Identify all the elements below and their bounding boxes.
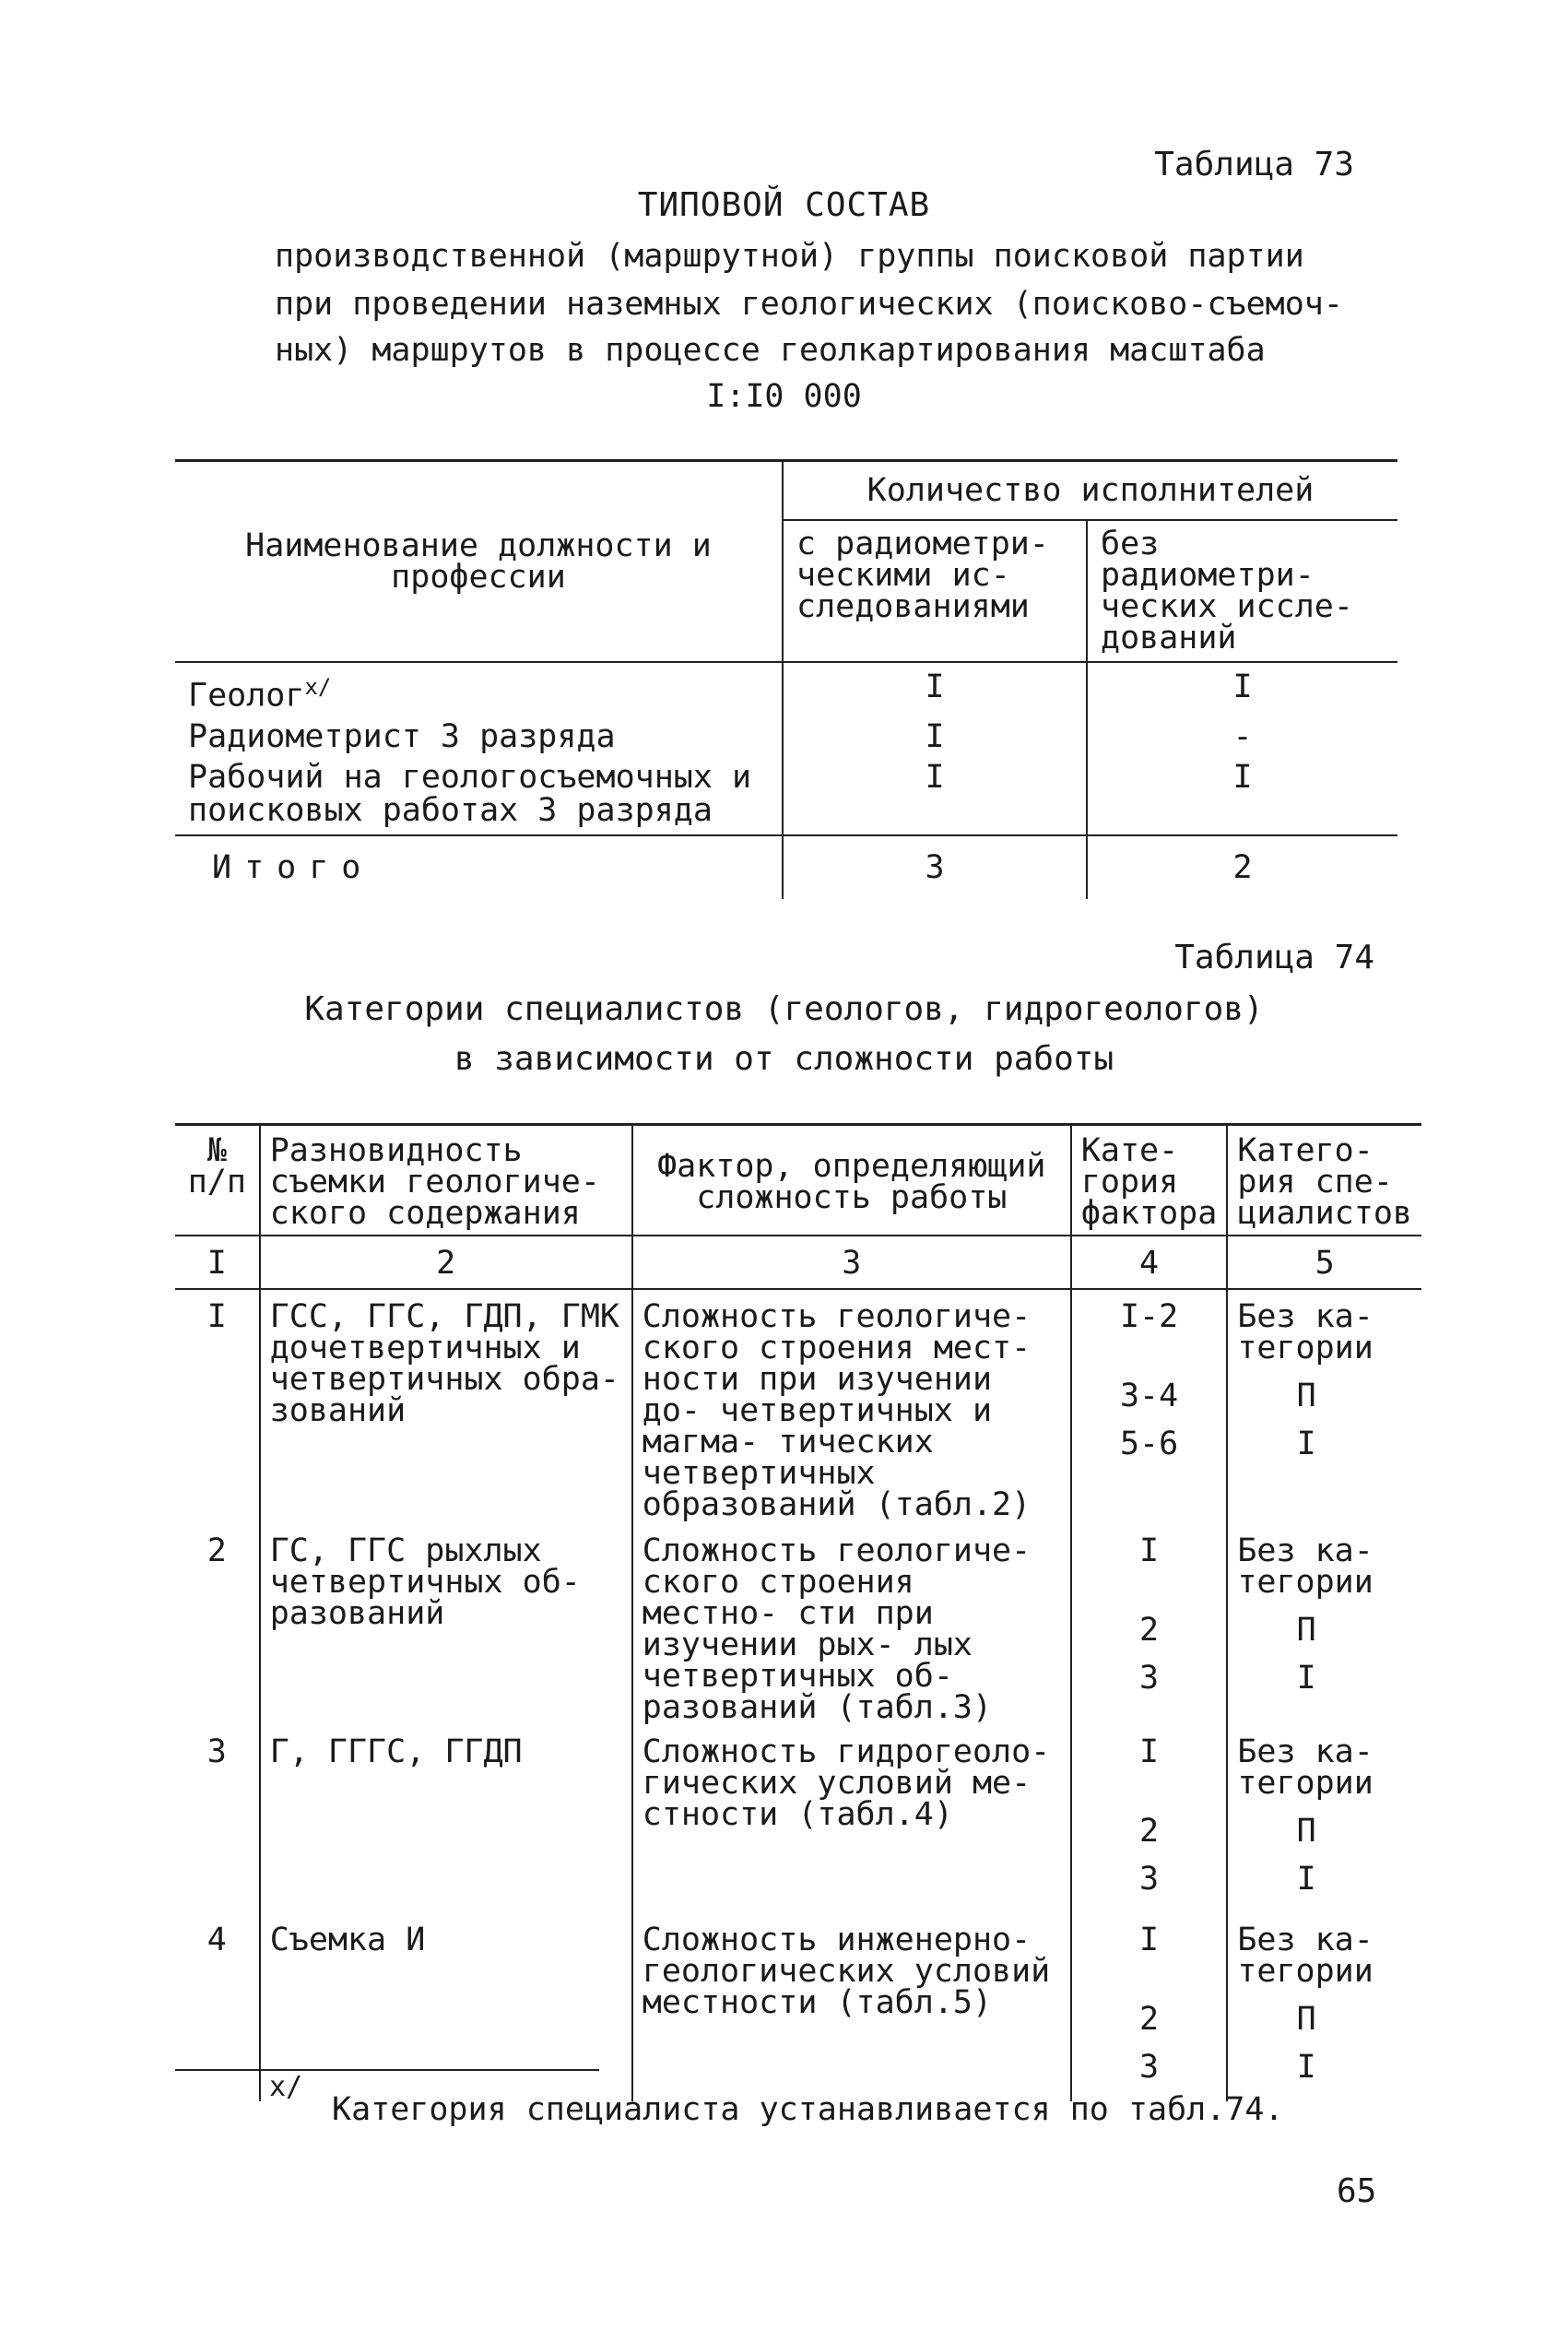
factor-cat: I-2 xyxy=(1119,1298,1179,1335)
table74-colnum-1: I xyxy=(175,1236,260,1289)
table74-row-num: I xyxy=(175,1289,260,1522)
factor-cat: 3 xyxy=(1139,2049,1160,2086)
table73-heading: ТИПОВОЙ СОСТАВ xyxy=(637,186,931,224)
table73-scale: I:I0 000 xyxy=(706,378,862,415)
table74-row-spec-cats xyxy=(1227,1289,1421,1522)
spec-cat: П xyxy=(1296,1612,1316,1649)
footnote-mark: x/ xyxy=(269,2071,303,2103)
table74-row-factor: Сложность гидрогеоло- гических условий ме- стности (табл.4) xyxy=(632,1725,1071,1913)
factor-cat: I xyxy=(1139,1733,1160,1770)
row-name-text: Геолог xyxy=(188,677,305,715)
table74-header-factor: Фактор, определяющий сложность работы xyxy=(632,1125,1071,1236)
table74-header-factor-category: Кате- гория фактора xyxy=(1071,1125,1228,1236)
table73-total-label: Итого xyxy=(175,835,783,899)
table74-row-factor-cats xyxy=(1071,1522,1228,1725)
table74-row-spec-cats xyxy=(1227,1522,1421,1725)
footnote-text: Категория специалиста устанавливается по табл.74. xyxy=(332,2091,1284,2128)
spec-cat: П xyxy=(1296,1378,1316,1414)
table73-row-name: Рабочий на геологосъемочных и поисковых работах 3 разряда xyxy=(175,753,783,835)
table74-colnum-4: 4 xyxy=(1071,1236,1228,1289)
spec-cat: П xyxy=(1296,2001,1316,2038)
footnote-ref-mark: x/ xyxy=(304,674,332,700)
factor-cat: 3 xyxy=(1139,1660,1160,1697)
table73-subtitle-line-2: при проведении наземных геологических (поисково-съемоч- xyxy=(275,286,1343,323)
table73 xyxy=(175,459,1397,899)
table74-row-num: 2 xyxy=(175,1522,260,1725)
factor-cat: 3 xyxy=(1139,1861,1160,1898)
table74-row xyxy=(175,1289,1421,1522)
table73-total-row xyxy=(175,835,1397,899)
table73-total-with: 3 xyxy=(783,835,1087,899)
table74-label: Таблица 74 xyxy=(1174,939,1374,976)
spec-cat: Без ка- тегории xyxy=(1237,1298,1373,1366)
table74-title-line-2: в зависимости от сложности работы xyxy=(454,1040,1114,1078)
factor-cat: 2 xyxy=(1139,2001,1160,2038)
table73-header-name: Наименование должности и профессии xyxy=(175,461,783,663)
table74-row xyxy=(175,1725,1421,1913)
spec-cat: I xyxy=(1296,1660,1316,1697)
table73-row-without: - xyxy=(1232,717,1253,755)
table73-header-with-radio: с радиометри- ческими ис- следованиями xyxy=(783,520,1087,662)
factor-cat: 5-6 xyxy=(1119,1425,1179,1462)
factor-cat: I xyxy=(1139,1922,1160,1958)
factor-cat: 2 xyxy=(1139,1612,1160,1649)
table74-row-num: 4 xyxy=(175,1913,260,2101)
spec-cat: Без ка- тегории xyxy=(1237,1922,1373,1990)
spec-cat: Без ка- тегории xyxy=(1237,1532,1373,1601)
spec-cat: Без ка- тегории xyxy=(1237,1733,1373,1802)
table74-colnum-5: 5 xyxy=(1227,1236,1421,1289)
table74-colnum-2: 2 xyxy=(260,1236,632,1289)
factor-cat: I xyxy=(1139,1532,1160,1569)
table73-total-without: 2 xyxy=(1087,835,1397,899)
table73-row xyxy=(175,662,1397,713)
spec-cat: I xyxy=(1296,1861,1316,1898)
table73-row-with: I xyxy=(783,662,1087,713)
table74-row-factor-cats xyxy=(1071,1289,1228,1522)
factor-cat: 3-4 xyxy=(1119,1378,1179,1414)
page-number: 65 xyxy=(1337,2172,1377,2210)
table73-row-without: I xyxy=(1232,668,1253,705)
spec-cat: I xyxy=(1296,1425,1316,1462)
table74-colnum-3: 3 xyxy=(632,1236,1071,1289)
table74-row-kind: ГСС, ГГС, ГДП, ГМК дочетвертичных и четвертичных обра- зований xyxy=(260,1289,632,1522)
table74-row xyxy=(175,1913,1421,2101)
table74-title-line-1: Категории специалистов (геологов, гидрогеологов) xyxy=(304,990,1264,1028)
table73-header-without-radio: без радиометри- ческих иссле- дований xyxy=(1087,520,1397,662)
table74-row-kind: Съемка И xyxy=(260,1913,632,2101)
table73-row-name xyxy=(175,662,783,713)
table74-row-factor-cats xyxy=(1071,1725,1228,1913)
table73-row-with: I xyxy=(783,713,1087,753)
table74 xyxy=(175,1123,1421,2101)
table73-row-name: Радиометрист 3 разряда xyxy=(175,713,783,753)
table73-row xyxy=(175,713,1397,753)
table74-header-kind: Разновидность съемки геологиче- ского содержания xyxy=(260,1125,632,1236)
table74-row-kind: ГС, ГГС рыхлых четвертичных об- разований xyxy=(260,1522,632,1725)
spec-cat: П xyxy=(1296,1813,1316,1850)
table74-header-num: № п/п xyxy=(175,1125,260,1236)
table74-row-factor: Сложность инженерно- геологических условий местности (табл.5) xyxy=(632,1913,1071,2101)
table73-subtitle-line-1: производственной (маршрутной) группы поисковой партии xyxy=(275,238,1304,275)
table74-row-factor-cats xyxy=(1071,1913,1228,2101)
table73-subtitle-line-3: ных) маршрутов в процессе геолкартирования масштаба xyxy=(275,332,1266,369)
table74-row-spec-cats xyxy=(1227,1725,1421,1913)
table73-row xyxy=(175,753,1397,835)
table73-row-without: I xyxy=(1232,758,1253,796)
factor-cat: 2 xyxy=(1139,1813,1160,1850)
table74-row xyxy=(175,1522,1421,1725)
table74-row-num: 3 xyxy=(175,1725,260,1913)
table73-header-count: Количество исполнителей xyxy=(783,461,1397,521)
table74-row-kind: Г, ГГГС, ГГДП xyxy=(260,1725,632,1913)
table74-row-spec-cats xyxy=(1227,1913,1421,2101)
table74-row-factor: Сложность геологиче- ского строения местно- сти при изучении рых- лых четвертичных об- разований (табл.3) xyxy=(632,1522,1071,1725)
table74-header-specialist-category: Катего- рия спе- циалистов xyxy=(1227,1125,1421,1236)
footnote-divider xyxy=(175,2069,599,2071)
spec-cat: I xyxy=(1296,2049,1316,2086)
table73-row-with: I xyxy=(783,753,1087,835)
table73-label: Таблица 73 xyxy=(1154,146,1354,183)
table74-row-factor: Сложность геологиче- ского строения мест- ности при изучении до- четвертичных и магма- тических четвертичных образований (табл.2) xyxy=(632,1289,1071,1522)
